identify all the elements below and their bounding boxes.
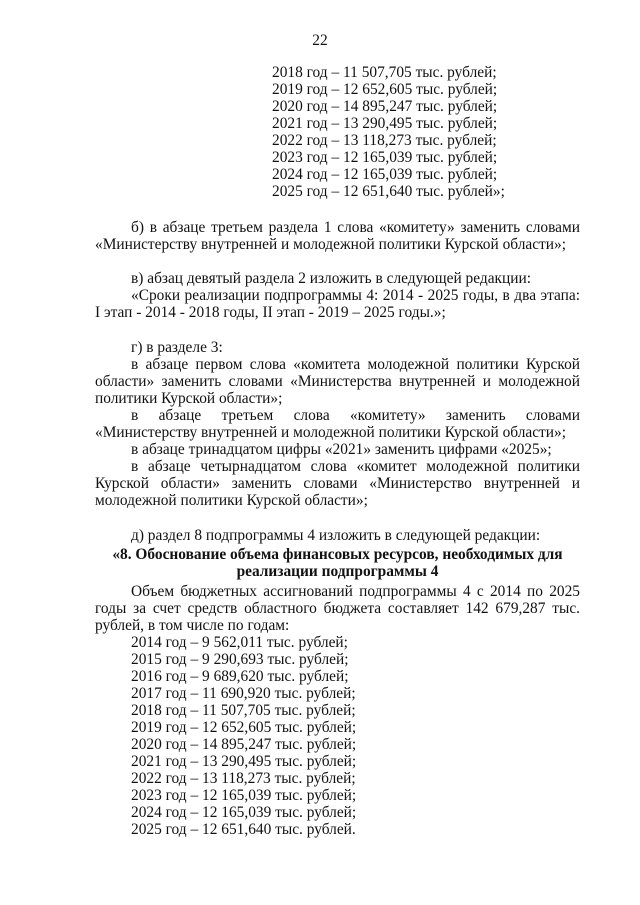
list-item: 2019 год – 12 652,605 тыс. рублей; [131, 719, 357, 736]
list-item: 2020 год – 14 895,247 тыс. рублей; [272, 98, 498, 115]
list-item: 2014 год – 9 562,011 тыс. рублей; [131, 634, 348, 651]
section-heading: «8. Обоснование объема финансовых ресурсов, необходимых для реализации подпрограммы 4 [112, 546, 563, 580]
list-item: 2016 год – 9 689,620 тыс. рублей; [131, 668, 349, 685]
list-item: 2024 год – 12 165,039 тыс. рублей; [131, 804, 357, 821]
paragraph-b: б) в абзаце третьем раздела 1 слова «комитету» заменить словами «Министерству внутренней и молодежной политики Курской области»; [95, 219, 580, 253]
list-item: 2023 год – 12 165,039 тыс. рублей; [272, 149, 498, 166]
paragraph-d-intro: д) раздел 8 подпрограммы 4 изложить в следующей редакции: [131, 527, 541, 544]
paragraph-g-2: в абзаце третьем слова «комитету» заменить словами «Министерству внутренней и молодежной политики Курской области»; [95, 407, 580, 441]
list-item: 2020 год – 14 895,247 тыс. рублей; [131, 736, 357, 753]
paragraph-v-intro: в) абзац девятый раздела 2 изложить в следующей редакции: [131, 270, 532, 287]
funding-list-top [272, 64, 602, 200]
funding-list-bottom [131, 634, 451, 838]
list-item: 2018 год – 11 507,705 тыс. рублей; [131, 702, 356, 719]
list-item: 2022 год – 13 118,273 тыс. рублей; [131, 770, 356, 787]
list-item: 2018 год – 11 507,705 тыс. рублей; [272, 64, 497, 81]
list-item: 2022 год – 13 118,273 тыс. рублей; [272, 132, 497, 149]
paragraph-g-3: в абзаце тринадцатом цифры «2021» заменить цифрами «2025»; [131, 441, 552, 458]
list-item: 2017 год – 11 690,920 тыс. рублей; [131, 685, 356, 702]
paragraph-volume: Объем бюджетных ассигнований подпрограммы 4 с 2014 по 2025 годы за счет средств областного бюджета составляет 142 679,287 тыс. рублей, в том числе по годам: [95, 583, 580, 634]
list-item: 2021 год – 13 290,495 тыс. рублей; [272, 115, 498, 132]
list-item: 2023 год – 12 165,039 тыс. рублей; [131, 787, 357, 804]
list-item: 2015 год – 9 290,693 тыс. рублей; [131, 651, 349, 668]
list-item: 2024 год – 12 165,039 тыс. рублей; [272, 166, 498, 183]
list-item: 2025 год – 12 651,640 тыс. рублей. [131, 821, 356, 838]
list-item: 2019 год – 12 652,605 тыс. рублей; [272, 81, 498, 98]
paragraph-v-text: «Сроки реализации подпрограммы 4: 2014 - 2025 годы, в два этапа: I этап - 2014 - 2018 годы, II этап - 2019 – 2025 годы.»; [95, 287, 580, 321]
paragraph-g-4: в абзаце четырнадцатом слова «комитет молодежной политики Курской области» заменить словами «Министерство внутренней и молодежной политики Курской области»; [95, 458, 580, 509]
paragraph-g-intro: г) в разделе 3: [131, 339, 223, 356]
paragraph-g-1: в абзаце первом слова «комитета молодежной политики Курской области» заменить словами «Министерства внутренней и молодежной политики Курской области»; [95, 356, 580, 407]
page-number: 22 [312, 32, 328, 49]
list-item: 2025 год – 12 651,640 тыс. рублей»; [272, 183, 505, 200]
list-item: 2021 год – 13 290,495 тыс. рублей; [131, 753, 357, 770]
